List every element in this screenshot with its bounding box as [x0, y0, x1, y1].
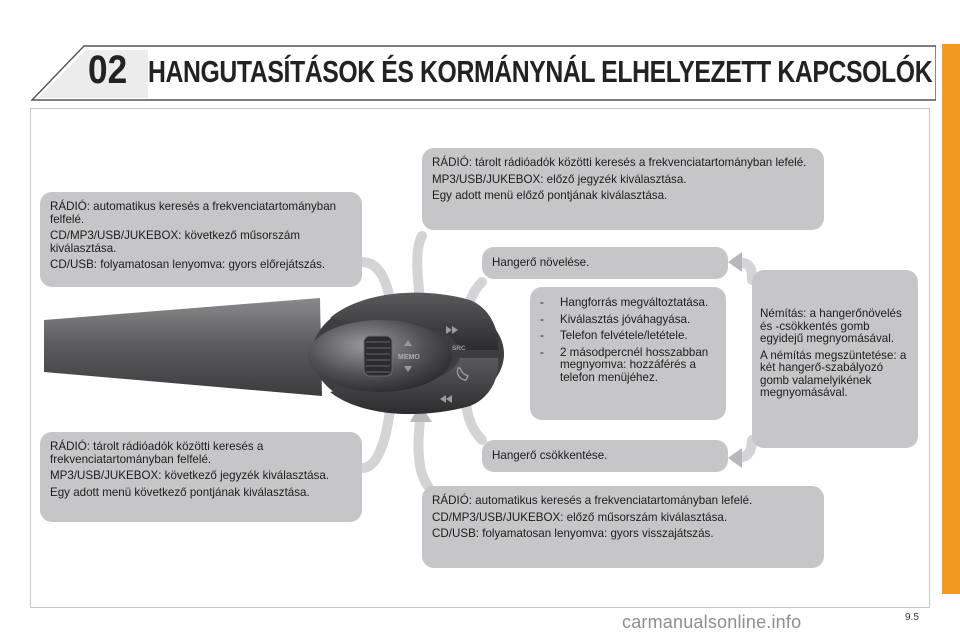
panel-line: RÁDIÓ: tárolt rádióadók közötti keresés a frekvenciatartományban felfelé.: [50, 440, 264, 466]
list-item: [538, 347, 718, 385]
panel-line: RÁDIÓ: automatikus keresés a frekvenciatartományban lefelé.: [432, 494, 753, 507]
panel-line: RÁDIÓ: tárolt rádióadók közötti keresés a frekvenciatartományban lefelé.: [432, 156, 807, 169]
bullet-dash: -: [540, 329, 544, 342]
arrow-volume-down: [466, 404, 482, 440]
arrow-left-top: [362, 262, 390, 300]
bullet-text: Kiválasztás jóváhagyása.: [560, 312, 691, 326]
arrow-head-mute-bottom: [728, 448, 742, 468]
bullet-text: Hangforrás megváltoztatása.: [560, 296, 709, 309]
panel-line: Hangerő növelése.: [492, 256, 590, 269]
arrow-right-top: [417, 236, 422, 300]
panel-volume-down: [482, 440, 728, 472]
bullet-text: 2 másodpercnél hosszabban megnyomva: hozzáférés a telefon menüjéhez.: [560, 345, 709, 384]
bullet-dash: -: [540, 345, 544, 359]
arrow-right-bottom: [418, 420, 428, 486]
panel-radio-seek-down: [422, 486, 824, 568]
list-item: [538, 330, 718, 343]
memo-label: MEMO: [398, 354, 420, 361]
panel-src-button: [530, 287, 726, 420]
panel-line: Hangerő csökkentése.: [492, 449, 608, 462]
panel-line: CD/MP3/USB/JUKEBOX: következő műsorszám kiválasztása.: [50, 229, 300, 255]
panel-radio-seek-up: [40, 192, 362, 287]
arrow-left-bottom: [362, 410, 390, 468]
panel-line: CD/USB: folyamatosan lenyomva: gyors visszajátszás.: [432, 527, 714, 540]
panel-radio-preset-down: [422, 148, 824, 230]
bullet-dash: -: [540, 312, 544, 326]
panel-line: CD/MP3/USB/JUKEBOX: előző műsorszám kiválasztása.: [432, 510, 728, 524]
arrow-head-mute-top: [728, 252, 742, 272]
panel-line: MP3/USB/JUKEBOX: következő jegyzék kiválasztása.: [50, 469, 330, 482]
panel-volume-up: [482, 247, 728, 279]
page-number: 9.5: [905, 612, 919, 623]
bullet-dash: -: [540, 296, 544, 309]
page-title: HANGUTASÍTÁSOK ÉS KORMÁNYNÁL ELHELYEZETT KAPCSOLÓK: [148, 54, 933, 89]
bullet-text: Telefon felvétele/letétele.: [560, 329, 688, 342]
panel-line: Némítás: a hangerőnövelés és -csökkentés gomb egyidejű megnyomásával.: [760, 307, 902, 345]
list-item: [538, 314, 718, 327]
panel-line: RÁDIÓ: automatikus keresés a frekvenciatartományban felfelé.: [50, 200, 337, 226]
panel-mute: [752, 270, 918, 448]
arrow-mute: [736, 262, 752, 458]
chapter-number: 02: [88, 48, 128, 92]
panel-line: Egy adott menü előző pontjának kiválasztása.: [432, 189, 668, 202]
panel-line: A némítás megszüntetése: a két hangerő-szabályozó gomb valamelyikének megnyomásával.: [760, 348, 907, 399]
panel-line: CD/USB: folyamatosan lenyomva: gyors előrejátszás.: [50, 258, 326, 271]
panel-line: MP3/USB/JUKEBOX: előző jegyzék kiválasztása.: [432, 172, 687, 186]
list-item: [538, 297, 718, 310]
watermark: carmanualsonline.info: [622, 612, 802, 632]
panel-line: Egy adott menü következő pontjának kiválasztása.: [50, 485, 310, 499]
src-label: SRC: [452, 345, 466, 352]
panel-radio-preset-up: [40, 432, 362, 522]
stalk-shaft: [44, 298, 322, 396]
